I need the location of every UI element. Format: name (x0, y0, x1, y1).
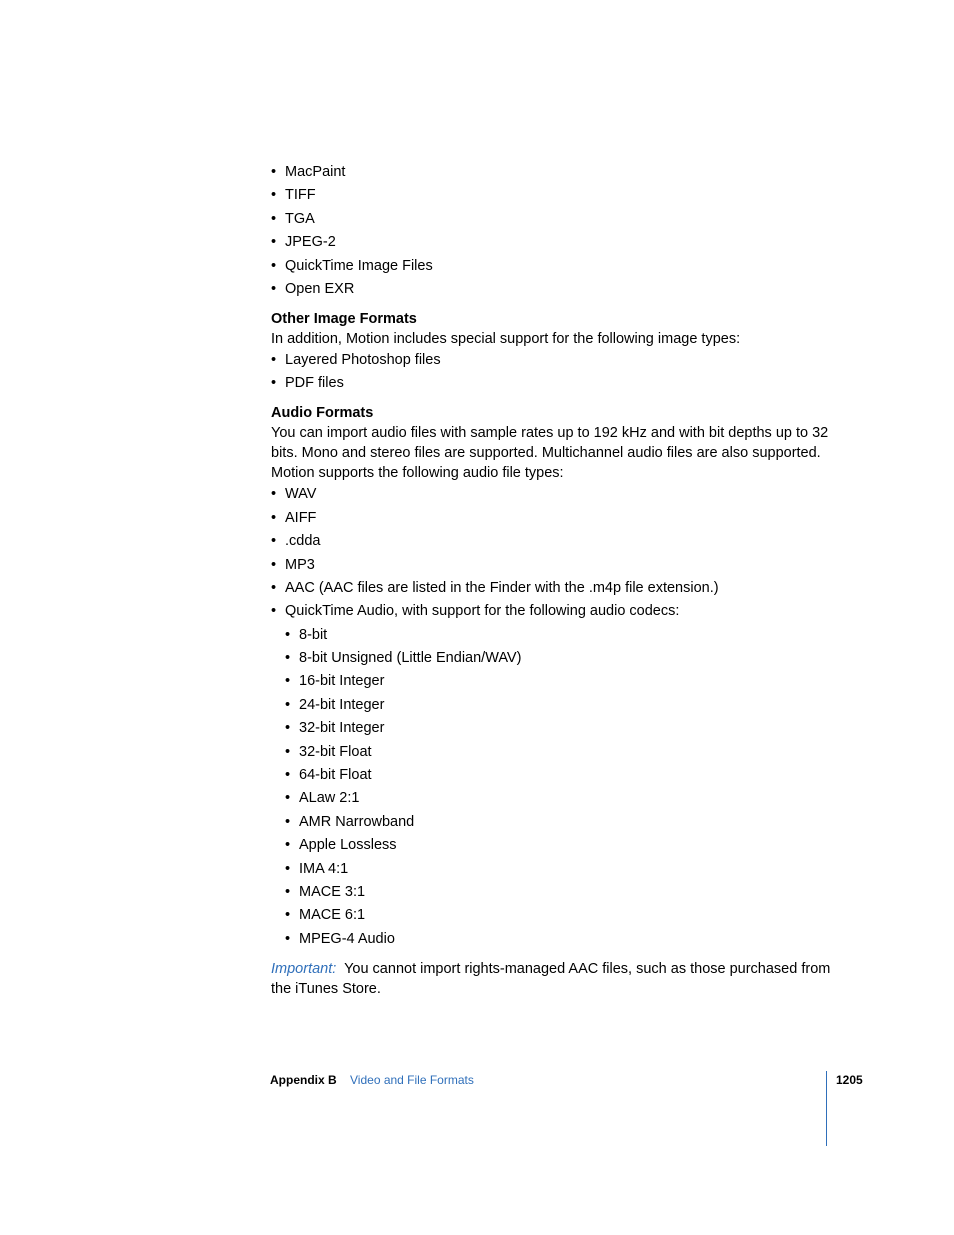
list-item: • AIFF (271, 508, 831, 528)
list-item: • Layered Photoshop files (271, 350, 831, 370)
list-item: • IMA 4:1 (271, 859, 831, 879)
other-image-formats-intro: In addition, Motion includes special support for the following image types: (271, 330, 741, 347)
list-item: • 32-bit Integer (271, 718, 831, 738)
list-item: • 8-bit (271, 625, 831, 645)
list-item: • QuickTime Audio, with support for the following audio codecs: (271, 601, 831, 621)
footer-divider (826, 1071, 827, 1146)
list-item: • 32-bit Float (271, 742, 831, 762)
list-item: • ALaw 2:1 (271, 788, 831, 808)
list-item: • 8-bit Unsigned (Little Endian/WAV) (271, 648, 831, 668)
list-item: • 16-bit Integer (271, 671, 831, 691)
audio-format-list (271, 484, 831, 621)
page-number: 1205 (836, 1073, 863, 1087)
list-item: • 24-bit Integer (271, 695, 831, 715)
page-content (271, 162, 831, 1000)
list-item: • QuickTime Image Files (271, 256, 831, 276)
footer-chapter-title: Video and File Formats (350, 1073, 474, 1087)
important-note (271, 959, 831, 999)
footer-appendix-label: Appendix B (270, 1073, 337, 1087)
other-image-formats-heading: Other Image Formats (271, 310, 417, 327)
list-item: • .cdda (271, 531, 831, 551)
list-item: • 64-bit Float (271, 765, 831, 785)
list-item: • TGA (271, 209, 831, 229)
list-item: • WAV (271, 484, 831, 504)
list-item: • TIFF (271, 185, 831, 205)
list-item: • AAC (AAC files are listed in the Finder with the .m4p file extension.) (271, 578, 831, 598)
list-item: • JPEG-2 (271, 232, 831, 252)
list-item: • Apple Lossless (271, 835, 831, 855)
list-item: • MACE 6:1 (271, 905, 831, 925)
image-format-list (271, 162, 831, 299)
page-footer (270, 1071, 474, 1089)
list-item: • MACE 3:1 (271, 882, 831, 902)
list-item: • PDF files (271, 373, 831, 393)
audio-formats-heading: Audio Formats (271, 405, 374, 422)
list-item: • MP3 (271, 555, 831, 575)
list-item: • Open EXR (271, 279, 831, 299)
important-text: You cannot import rights-managed AAC files, such as those purchased from the iTunes Store. (271, 960, 831, 997)
list-item: • MPEG-4 Audio (271, 929, 831, 949)
important-label: Important: (271, 960, 337, 977)
list-item: • AMR Narrowband (271, 812, 831, 832)
other-image-format-list (271, 350, 831, 393)
audio-formats-intro: You can import audio files with sample rates up to 192 kHz and with bit depths up to 32 bits. Mono and stereo files are supported. Multichannel audio files are also supported. Motion supports the following audio file types: (271, 425, 829, 482)
audio-codec-list (271, 625, 831, 949)
list-item: • MacPaint (271, 162, 831, 182)
